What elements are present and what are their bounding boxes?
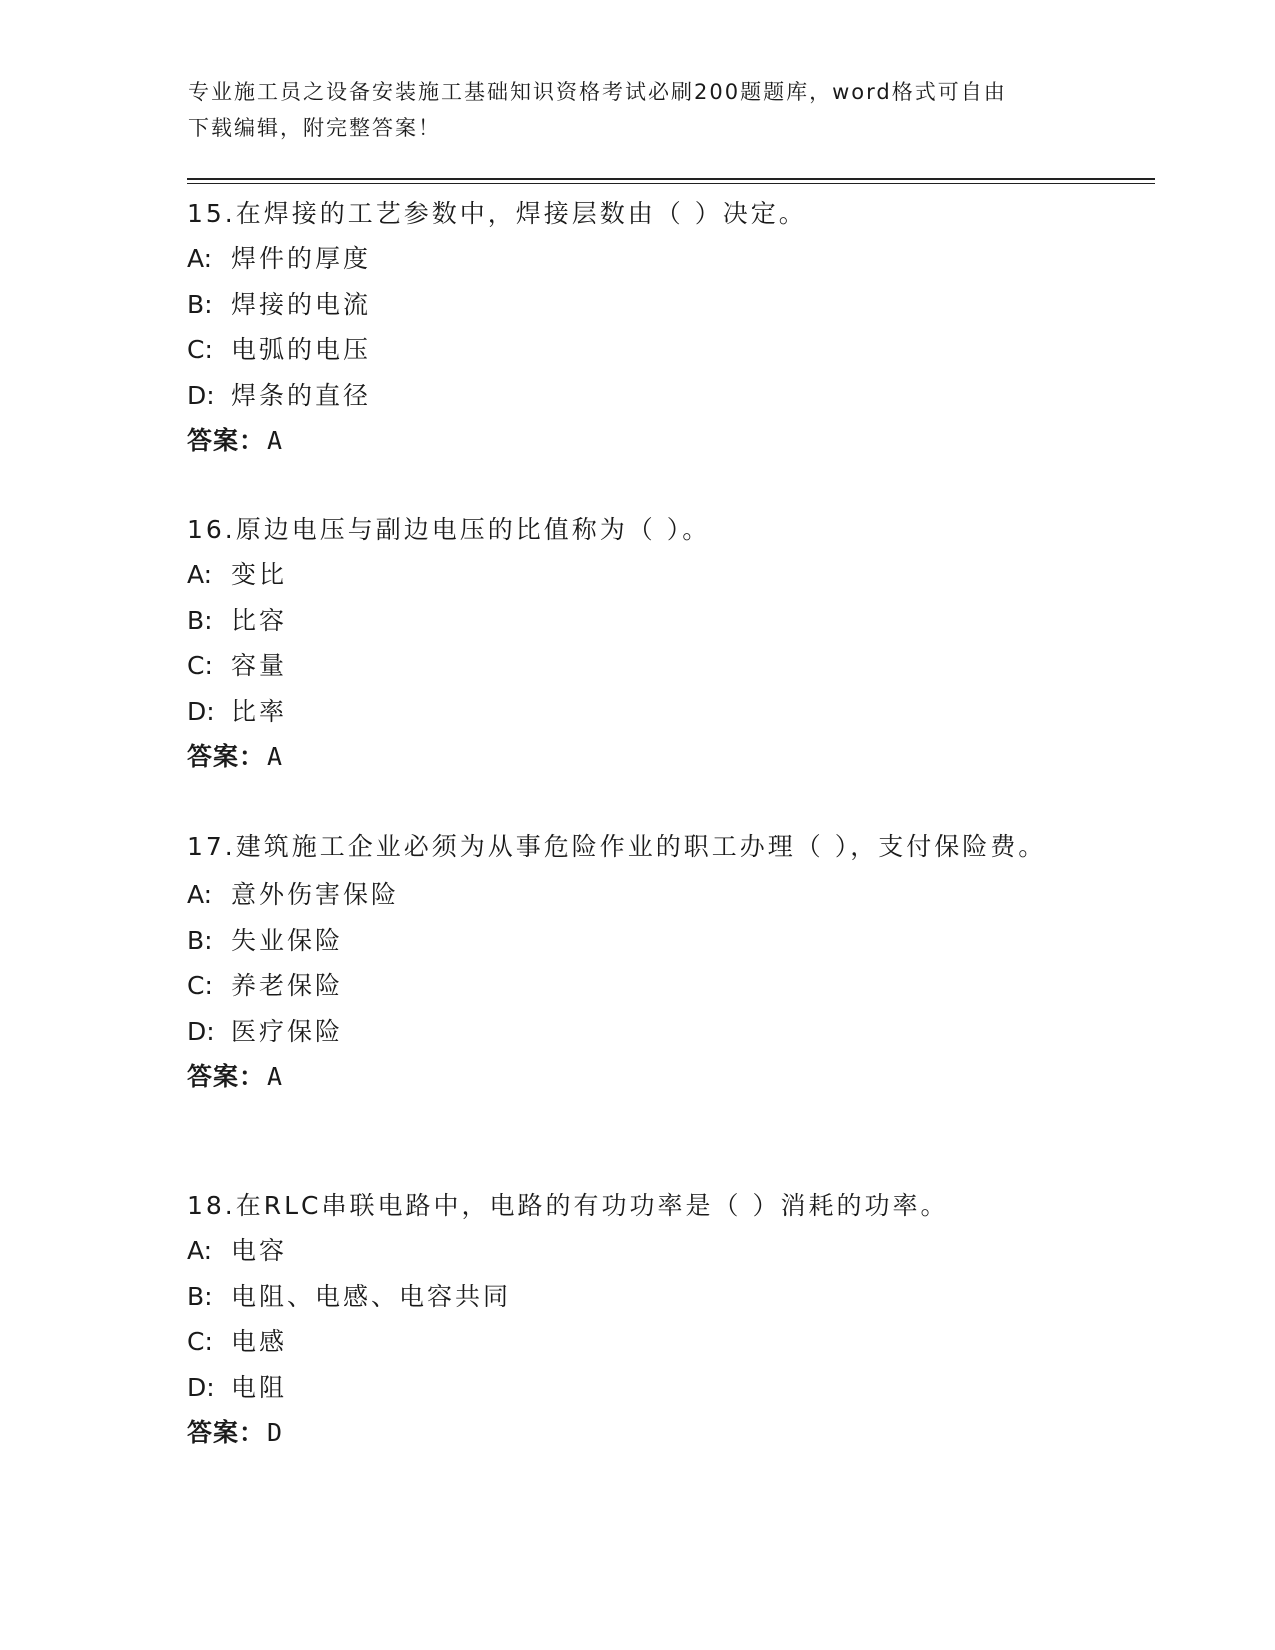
option-text: 焊条的直径 bbox=[231, 380, 372, 410]
option-text: 比容 bbox=[231, 605, 288, 635]
answer-line bbox=[187, 418, 1067, 463]
question-16 bbox=[187, 507, 1067, 779]
option-a bbox=[187, 1228, 1067, 1274]
option-key: D: bbox=[187, 696, 215, 726]
option-key: C: bbox=[187, 651, 213, 680]
header-divider-thick bbox=[187, 178, 1155, 180]
option-key: B: bbox=[187, 605, 213, 635]
answer-label: 答案： bbox=[187, 1418, 266, 1447]
answer-label: 答案： bbox=[187, 1062, 266, 1091]
question-17 bbox=[187, 822, 1067, 1099]
option-text: 失业保险 bbox=[231, 925, 344, 955]
answer-value: A bbox=[267, 426, 284, 455]
option-key: C: bbox=[187, 335, 213, 364]
header-line-2: 下载编辑，附完整答案！ bbox=[188, 116, 441, 140]
option-text: 电弧的电压 bbox=[231, 335, 372, 364]
header-line-1: 专业施工员之设备安装施工基础知识资格考试必刷200题题库，word格式可自由 bbox=[188, 80, 1007, 104]
option-text: 意外伤害保险 bbox=[231, 880, 400, 909]
option-key: B: bbox=[187, 289, 213, 319]
option-key: D: bbox=[187, 380, 215, 410]
question-stem: 18.在RLC串联电路中，电路的有功功率是（ ）消耗的功率。 bbox=[187, 1191, 949, 1220]
option-text: 电阻、电感、电容共同 bbox=[231, 1281, 512, 1311]
document-header-note bbox=[188, 74, 1068, 146]
option-d bbox=[187, 1365, 1067, 1411]
option-key: B: bbox=[187, 1281, 213, 1311]
question-15 bbox=[187, 191, 1067, 463]
option-key: D: bbox=[187, 1372, 215, 1402]
option-text: 焊接的电流 bbox=[231, 289, 372, 319]
answer-label: 答案： bbox=[187, 742, 266, 771]
header-divider-thin bbox=[187, 183, 1155, 184]
answer-value: D bbox=[267, 1418, 284, 1447]
answer-label: 答案： bbox=[187, 426, 266, 455]
option-a bbox=[187, 552, 1067, 598]
option-key: A: bbox=[187, 244, 213, 273]
option-b bbox=[187, 282, 1067, 328]
question-18 bbox=[187, 1183, 1067, 1455]
option-a bbox=[187, 872, 1067, 918]
option-text: 电感 bbox=[231, 1327, 288, 1356]
option-b bbox=[187, 1274, 1067, 1320]
option-b bbox=[187, 598, 1067, 644]
option-text: 电容 bbox=[231, 1236, 288, 1265]
answer-line bbox=[187, 734, 1067, 779]
question-stem: 17.建筑施工企业必须为从事危险作业的职工办理（ ），支付保险费。 bbox=[187, 832, 1047, 861]
option-c bbox=[187, 1319, 1067, 1365]
answer-line bbox=[187, 1054, 1067, 1099]
option-text: 养老保险 bbox=[231, 971, 344, 1000]
option-d bbox=[187, 689, 1067, 735]
option-key: A: bbox=[187, 880, 213, 909]
option-text: 比率 bbox=[231, 696, 288, 726]
option-d bbox=[187, 1009, 1067, 1055]
option-c bbox=[187, 643, 1067, 689]
option-text: 变比 bbox=[231, 560, 288, 589]
option-key: D: bbox=[187, 1016, 215, 1046]
question-stem: 15.在焊接的工艺参数中，焊接层数由（ ）决定。 bbox=[187, 199, 807, 228]
option-text: 容量 bbox=[231, 651, 288, 680]
question-stem: 16.原边电压与副边电压的比值称为（ ）。 bbox=[187, 515, 711, 544]
option-key: A: bbox=[187, 560, 213, 589]
answer-line bbox=[187, 1410, 1067, 1455]
option-text: 焊件的厚度 bbox=[231, 244, 372, 273]
option-key: C: bbox=[187, 1327, 213, 1356]
option-key: A: bbox=[187, 1236, 213, 1265]
option-text: 电阻 bbox=[231, 1372, 288, 1402]
option-key: C: bbox=[187, 971, 213, 1000]
option-d bbox=[187, 373, 1067, 419]
answer-value: A bbox=[267, 1062, 284, 1091]
option-c bbox=[187, 327, 1067, 373]
option-text: 医疗保险 bbox=[231, 1016, 344, 1046]
option-b bbox=[187, 918, 1067, 964]
option-c bbox=[187, 963, 1067, 1009]
option-a bbox=[187, 236, 1067, 282]
answer-value: A bbox=[267, 742, 284, 771]
option-key: B: bbox=[187, 925, 213, 955]
